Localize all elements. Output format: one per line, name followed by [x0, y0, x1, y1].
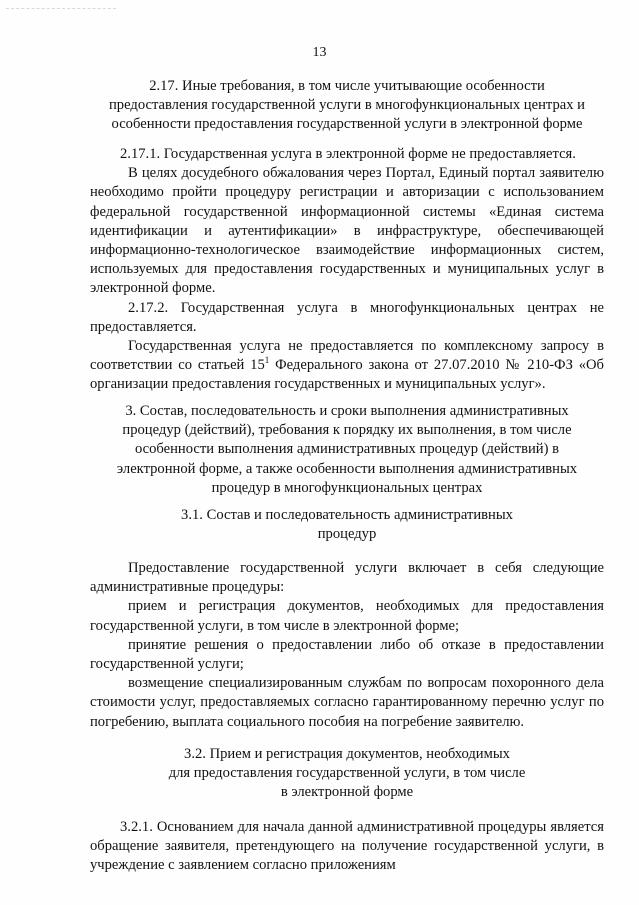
heading-line: процедур: [317, 526, 377, 543]
heading-line: процедур в многофункциональных центрах: [211, 479, 483, 496]
paragraph-portal-appeal: В целях досудебного обжалования через Портал, Единый портал заявителю необходимо пройти процедуру регистрации и авторизации с использованием федеральной государственной информационной системы «Единая система идентификации и аутентификации» в инфраструктуре, обеспечивающей информационно-технологическое взаимодействие информационных систем, используемых для предоставления государственных и муниципальных услуг в электронной форме.: [90, 165, 604, 297]
heading-line: предоставления государственной услуги в многофункциональных центрах и: [109, 97, 585, 114]
heading-line: особенности выполнения административных процедур (действий) в: [134, 441, 560, 458]
heading-3-2: [90, 745, 604, 803]
scan-artifact: [6, 8, 116, 15]
section-3-1-body: [90, 559, 604, 732]
procedure-item: возмещение специализированным службам по вопросам похоронного дела стоимости услуг, предоставляемых согласно гарантированному перечню услуг по погребению, выплата социального пособия на погребение заявителю.: [90, 675, 604, 730]
heading-line: 2.17. Иные требования, в том числе учитывающие особенности: [149, 78, 545, 94]
heading-3: [90, 402, 604, 498]
complex-request-text-b: Федерального закона от 27.07.2010 № 210-ФЗ «Об организации предоставления государственных и муниципальных услуг».: [90, 357, 604, 393]
page-number: 13: [312, 45, 327, 60]
section-2-17-body: [90, 145, 604, 395]
paragraph-2-17-2: 2.17.2. Государственная услуга в многофункциональных центрах не предоставляется.: [90, 299, 604, 335]
heading-3-1: [90, 506, 604, 544]
heading-line: особенности предоставления государственной услуги в электронной форме: [111, 116, 583, 133]
section-3-2-body: [90, 818, 604, 876]
heading-line: в электронной форме: [280, 784, 414, 801]
article-superscript: 1: [264, 355, 270, 366]
paragraph-procedures-intro: Предоставление государственной услуги включает в себя следующие административные процедуры:: [90, 560, 604, 596]
paragraph-3-2-1: 3.2.1. Основанием для начала данной административной процедуры является обращение заявителя, претендующего на получение государственной услуги, в учреждение с заявлением согласно приложениям: [90, 819, 604, 874]
procedure-item: принятие решения о предоставлении либо об отказе в предоставлении государственной услуги;: [90, 636, 604, 673]
heading-line: 3.2. Прием и регистрация документов, необходимых: [184, 746, 510, 762]
heading-line: процедур (действий), требования к порядку их выполнения, в том числе: [122, 422, 572, 439]
heading-line: для предоставления государственной услуги, в том числе: [168, 765, 526, 782]
heading-2-17: [90, 77, 604, 135]
heading-line: 3.1. Состав и последовательность административных: [181, 507, 513, 523]
complex-request-text-a: Государственная услуга не предоставляется по комплексному запросу в соответствии со статьей 15: [90, 338, 604, 374]
heading-line: 3. Состав, последовательность и сроки выполнения административных: [125, 403, 569, 419]
heading-line: электронной форме, а также особенности выполнения административных: [116, 460, 578, 477]
procedure-item: прием и регистрация документов, необходимых для предоставления государственной услуги, в том числе в электронной форме;: [90, 598, 604, 634]
paragraph-2-17-1: 2.17.1. Государственная услуга в электронной форме не предоставляется.: [120, 146, 576, 162]
paragraph-complex-request: [90, 337, 604, 395]
